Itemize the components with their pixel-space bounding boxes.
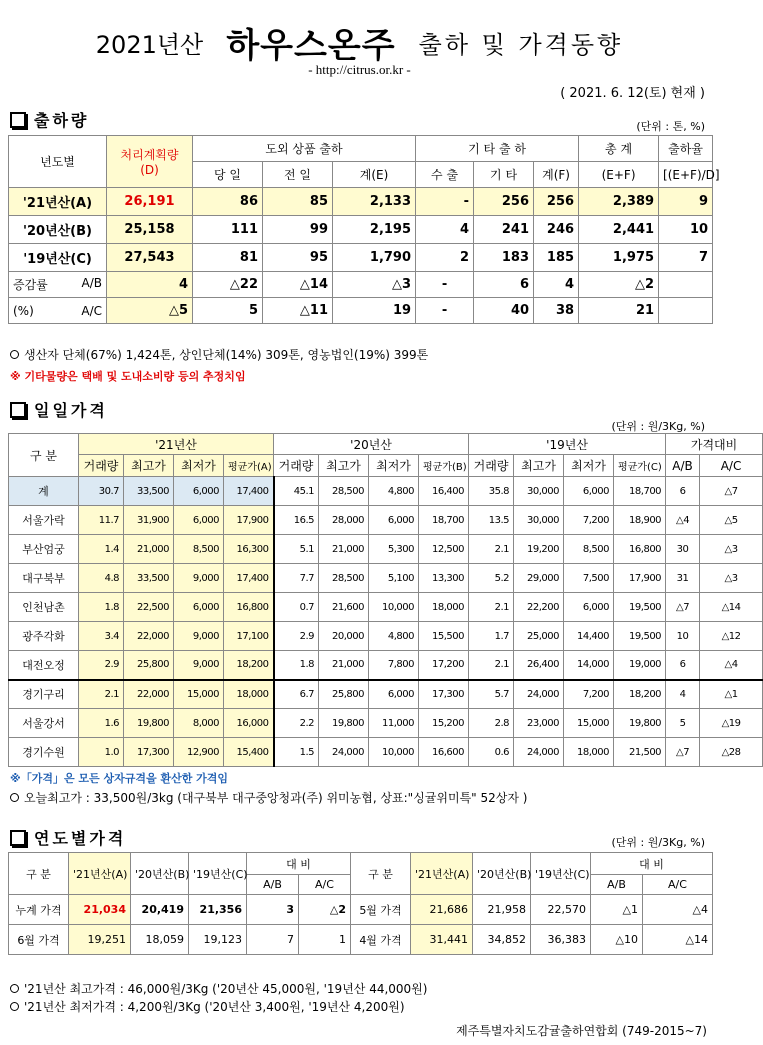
table-row: '20년산(B) 25,158 111 99 2,195 4 241 246 2,441 10: [9, 216, 713, 244]
price-cell: 16,000: [224, 709, 274, 738]
price-cell: 16,400: [419, 477, 469, 506]
price-cell: 26,400: [514, 651, 564, 680]
price-cell: 22,000: [124, 622, 174, 651]
price-cell: 21,000: [124, 535, 174, 564]
title-subtitle: 출하 및 가격동향: [418, 31, 624, 59]
price-cell: 17,400: [224, 477, 274, 506]
yearly-note-2: '21년산 최저가격 : 4,200원/3Kg ('20년산 3,400원, '19년산 4,200원): [10, 998, 405, 1015]
price-cell: 13,300: [419, 564, 469, 593]
price-cell: 6.7: [274, 680, 319, 709]
hdr-plan: 처리계획량 (D): [107, 136, 193, 188]
price-cell: 1.5: [274, 738, 319, 767]
price-cell: 21,500: [614, 738, 666, 767]
price-cell: 33,500: [124, 564, 174, 593]
price-cell: 6,000: [174, 593, 224, 622]
market-name: 서울가락: [9, 506, 79, 535]
price-cell: 6: [666, 651, 700, 680]
site-url: - http://citrus.or.kr -: [308, 62, 411, 77]
price-cell: 6,000: [564, 593, 614, 622]
price-cell: △28: [700, 738, 763, 767]
price-cell: 9,000: [174, 564, 224, 593]
title-year: 2021년산: [95, 31, 204, 59]
price-cell: 5.1: [274, 535, 319, 564]
table-row: [9, 506, 763, 535]
price-cell: 23,000: [514, 709, 564, 738]
circle-bullet-icon: [10, 350, 19, 359]
price-cell: 20,000: [319, 622, 369, 651]
price-cell: 7,500: [564, 564, 614, 593]
price-cell: 17,900: [224, 506, 274, 535]
price-cell: 7.7: [274, 564, 319, 593]
price-cell: 2.1: [469, 535, 514, 564]
market-name: 경기수원: [9, 738, 79, 767]
market-name: 대전오정: [9, 651, 79, 680]
price-cell: 10,000: [369, 738, 419, 767]
price-cell: 0.6: [469, 738, 514, 767]
price-cell: 5: [666, 709, 700, 738]
table-row: [9, 535, 763, 564]
table-row: '21년산(A) 26,191 86 85 2,133 - 256 256 2,389 9: [9, 188, 713, 216]
price-cell: 2.8: [469, 709, 514, 738]
price-cell: 24,000: [319, 738, 369, 767]
price-cell: 6,000: [369, 680, 419, 709]
price-cell: 17,400: [224, 564, 274, 593]
price-cell: 18,000: [224, 680, 274, 709]
price-cell: 12,900: [174, 738, 224, 767]
shipment-unit: (단위 : 톤, %): [636, 120, 705, 133]
price-cell: △7: [666, 593, 700, 622]
price-cell: 5,100: [369, 564, 419, 593]
price-cell: 11,000: [369, 709, 419, 738]
price-cell: 29,000: [514, 564, 564, 593]
price-cell: 28,500: [319, 564, 369, 593]
price-cell: 30.7: [79, 477, 124, 506]
price-cell: 22,200: [514, 593, 564, 622]
yearly-unit: (단위 : 원/3Kg, %): [611, 836, 705, 849]
hdr-gubun: 구 분: [9, 434, 79, 477]
market-name: 서울강서: [9, 709, 79, 738]
price-cell: 33,500: [124, 477, 174, 506]
price-cell: 45.1: [274, 477, 319, 506]
price-cell: △4: [700, 651, 763, 680]
hdr-rate: 출하율: [659, 136, 713, 162]
price-cell: 12,500: [419, 535, 469, 564]
table-row: [9, 622, 763, 651]
table-row: '19년산(C) 27,543 81 95 1,790 2 183 185 1,975 7: [9, 244, 713, 272]
price-cell: 9,000: [174, 622, 224, 651]
price-cell: 18,200: [224, 651, 274, 680]
price-cell: 6,000: [174, 506, 224, 535]
price-cell: 6: [666, 477, 700, 506]
hdr-other: 기 타 출 하: [416, 136, 579, 162]
price-cell: 18,000: [564, 738, 614, 767]
price-cell: 19,500: [614, 593, 666, 622]
price-cell: 18,000: [419, 593, 469, 622]
hdr-prev: 전 일: [263, 162, 333, 188]
hdr-rate-code: [(E+F)/D]: [659, 162, 713, 188]
table-row: [9, 651, 763, 680]
price-cell: 1.8: [79, 593, 124, 622]
price-cell: 16,600: [419, 738, 469, 767]
daily-note-1: ※「가격」은 모든 상자규격을 환산한 가격임: [10, 772, 229, 785]
price-cell: △1: [700, 680, 763, 709]
hdr-sum-e: 계(E): [333, 162, 416, 188]
daily-unit: (단위 : 원/3Kg, %): [611, 420, 705, 433]
table-row: [9, 593, 763, 622]
price-cell: 5,300: [369, 535, 419, 564]
price-cell: 8,500: [564, 535, 614, 564]
price-cell: 0.7: [274, 593, 319, 622]
price-cell: 10: [666, 622, 700, 651]
price-cell: 17,300: [124, 738, 174, 767]
price-cell: 1.0: [79, 738, 124, 767]
price-cell: 28,500: [319, 477, 369, 506]
price-cell: 4: [666, 680, 700, 709]
table-row: [9, 477, 763, 506]
price-cell: 30,000: [514, 477, 564, 506]
price-cell: 17,900: [614, 564, 666, 593]
price-cell: 25,800: [124, 651, 174, 680]
price-cell: 9,000: [174, 651, 224, 680]
price-cell: △5: [700, 506, 763, 535]
circle-bullet-icon: [10, 1002, 19, 1011]
price-cell: 19,800: [124, 709, 174, 738]
price-cell: 18,900: [614, 506, 666, 535]
hdr-today: 당 일: [193, 162, 263, 188]
price-cell: 15,200: [419, 709, 469, 738]
price-cell: 31,900: [124, 506, 174, 535]
title-main: 하우스온주: [226, 26, 396, 66]
price-cell: 2.1: [469, 651, 514, 680]
price-cell: 17,300: [419, 680, 469, 709]
price-cell: 22,000: [124, 680, 174, 709]
price-cell: 10,000: [369, 593, 419, 622]
price-cell: 17,200: [419, 651, 469, 680]
daily-price-table: 구 분 '21년산 '20년산 '19년산 가격대비 거래량 최고가 최저가 평균가(A) 거래량 최고가 최저가 평균가(B) 거래량 최고가 최저가 평균가(C) A/B A/C 계 30.7 33,500 6,000 17,400 45.1 28,500 4,800 16,400 35.8 30,000 6,000 18,700 6 △7 서울가락 11.7 31,900 6,000 17,900 16.5 28,000 6,000 18,700 13.5 30,000 7,200 18,900 △4 △5 부산엄궁 1.4 21,000 8,500 16,300 5.1 21,000 5,300 12,500 2.1 19,200 8,500 16,800 30 △3 대구북부 4.8 33,500 9,000 17,400 7.7 28,500 5,100 13,300 5.2 29,000 7,500 17,900 31 △3 인천남촌 1.8 22,500 6,000 16,800 0.7 21,600 10,000 18,000 2.1 22,200 6,000 19,500 △7 △14 광주각화 3.4 22,000 9,000 17,100 2.9 20,000 4,800 15,500 1.7 25,000 14,400 19,500 10 △12 대전오정 2.9 25,800 9,000 18,200 1.8 21,000 7,800 17,200 2.1 26,400 14,000 19,000 6 △4 경기구리 2.1 22,000 15,000 18,000 6.7 25,800 6,000 17,300 5.7 24,000 7,200 18,200 4 △1 서울강서 1.6 19,800 8,000 16,000 2.2 19,800 11,000 15,200 2.8 23,000 15,000 19,800 5 △19 경기수원 1.0 17,300 12,900 15,400 1.5 24,000 10,000 16,600 0.6 24,000 18,000 21,500 △7 △28: [8, 433, 763, 767]
table-row: 누계 가격 21,034 20,419 21,356 3 △2 5월 가격 21,686 21,958 22,570 △1 △4: [9, 895, 713, 925]
hdr-sum-f: 계(F): [534, 162, 579, 188]
price-cell: 7,200: [564, 680, 614, 709]
hdr-total: 총 계: [579, 136, 659, 162]
price-cell: 21,000: [319, 535, 369, 564]
shipment-table: [8, 135, 720, 324]
price-cell: 15,000: [174, 680, 224, 709]
footer-org: 제주특별자치도감귤출하연합회 (749-2015~7): [456, 1024, 707, 1038]
price-cell: 1.8: [274, 651, 319, 680]
yearly-price-table: 구 분 '21년산(A) '20년산(B) '19년산(C) 대 비 구 분 '21년산(A) '20년산(B) '19년산(C) 대 비 A/B A/C A/B A/C 누계 가격 21,034 20,419 21,356 3 △2 5월 가격 21,686 21,958 22,570 △1 △4 6월 가격 19,251 18,059 19,123 7 1 4월 가격 31,441 34,852 36,383 △10 △14: [8, 852, 713, 955]
market-name: 광주각화: [9, 622, 79, 651]
price-cell: △7: [666, 738, 700, 767]
price-cell: 4,800: [369, 477, 419, 506]
price-cell: 18,700: [614, 477, 666, 506]
market-name: 계: [9, 477, 79, 506]
hdr-y20: '20년산: [274, 434, 469, 455]
checkbox-square-icon: [10, 402, 26, 418]
price-cell: 11.7: [79, 506, 124, 535]
circle-bullet-icon: [10, 793, 19, 802]
price-cell: △4: [666, 506, 700, 535]
price-cell: 16,800: [224, 593, 274, 622]
price-cell: 8,000: [174, 709, 224, 738]
price-cell: △14: [700, 593, 763, 622]
price-cell: 24,000: [514, 738, 564, 767]
market-name: 부산엄궁: [9, 535, 79, 564]
price-cell: 14,400: [564, 622, 614, 651]
section-daily-title: 일일가격: [10, 398, 108, 421]
hdr-compare: 가격대비: [666, 434, 763, 455]
price-cell: 16,300: [224, 535, 274, 564]
price-cell: 2.9: [274, 622, 319, 651]
price-cell: 2.9: [79, 651, 124, 680]
price-cell: 7,800: [369, 651, 419, 680]
hdr-etc: 기 타: [474, 162, 534, 188]
price-cell: 16,800: [614, 535, 666, 564]
table-row: [9, 738, 763, 767]
market-name: 대구북부: [9, 564, 79, 593]
market-name: 경기구리: [9, 680, 79, 709]
page-title: [0, 18, 719, 67]
table-row: (%) A/C △5 5 △11 19 - 40 38 21: [9, 298, 713, 324]
hdr-y21: '21년산: [79, 434, 274, 455]
checkbox-square-icon: [10, 112, 26, 128]
as-of-date: ( 2021. 6. 12(토) 현재 ): [560, 86, 705, 101]
price-cell: 1.6: [79, 709, 124, 738]
price-cell: 15,000: [564, 709, 614, 738]
price-cell: 17,100: [224, 622, 274, 651]
price-cell: △12: [700, 622, 763, 651]
market-name: 인천남촌: [9, 593, 79, 622]
hdr-outside: 도외 상품 출하: [193, 136, 416, 162]
circle-bullet-icon: [10, 984, 19, 993]
table-row: [9, 564, 763, 593]
price-cell: 6,000: [174, 477, 224, 506]
price-cell: 30,000: [514, 506, 564, 535]
price-cell: 6,000: [369, 506, 419, 535]
price-cell: △7: [700, 477, 763, 506]
price-cell: 25,000: [514, 622, 564, 651]
price-cell: 1.4: [79, 535, 124, 564]
price-cell: 21,000: [319, 651, 369, 680]
price-cell: 14,000: [564, 651, 614, 680]
price-cell: 5.2: [469, 564, 514, 593]
price-cell: 31: [666, 564, 700, 593]
table-row: [9, 680, 763, 709]
price-cell: 8,500: [174, 535, 224, 564]
price-cell: 5.7: [469, 680, 514, 709]
price-cell: 3.4: [79, 622, 124, 651]
shipment-note-2: ※ 기타물량은 택배 및 도내소비량 등의 추정치임: [10, 370, 246, 383]
price-cell: 28,000: [319, 506, 369, 535]
price-cell: 2.2: [274, 709, 319, 738]
section-yearly-title: 연도별가격: [10, 826, 126, 849]
price-cell: 22,500: [124, 593, 174, 622]
price-cell: 35.8: [469, 477, 514, 506]
price-cell: 21,600: [319, 593, 369, 622]
price-cell: 4.8: [79, 564, 124, 593]
price-cell: 19,800: [319, 709, 369, 738]
table-row: [9, 709, 763, 738]
price-cell: 19,500: [614, 622, 666, 651]
price-cell: 19,000: [614, 651, 666, 680]
shipment-note-1: 생산자 단체(67%) 1,424톤, 상인단체(14%) 309톤, 영농법인(19%) 399톤: [10, 346, 428, 363]
price-cell: 18,200: [614, 680, 666, 709]
price-cell: 25,800: [319, 680, 369, 709]
price-cell: 16.5: [274, 506, 319, 535]
checkbox-square-icon: [10, 830, 26, 846]
price-cell: 2.1: [469, 593, 514, 622]
price-cell: 1.7: [469, 622, 514, 651]
price-cell: 2.1: [79, 680, 124, 709]
section-shipment-title: 출하량: [10, 108, 89, 131]
price-cell: △3: [700, 564, 763, 593]
hdr-y19: '19년산: [469, 434, 666, 455]
table-row: 증감률 A/B 4 △22 △14 △3 - 6 4 △2: [9, 272, 713, 298]
price-cell: 30: [666, 535, 700, 564]
hdr-export: 수 출: [416, 162, 474, 188]
yearly-note-1: '21년산 최고가격 : 46,000원/3Kg ('20년산 45,000원, '19년산 44,000원): [10, 980, 427, 997]
table-row: 6월 가격 19,251 18,059 19,123 7 1 4월 가격 31,441 34,852 36,383 △10 △14: [9, 925, 713, 955]
price-cell: △3: [700, 535, 763, 564]
price-cell: 18,700: [419, 506, 469, 535]
price-cell: 15,400: [224, 738, 274, 767]
price-cell: 7,200: [564, 506, 614, 535]
price-cell: 19,200: [514, 535, 564, 564]
price-cell: 13.5: [469, 506, 514, 535]
price-cell: 19,800: [614, 709, 666, 738]
price-cell: 24,000: [514, 680, 564, 709]
price-cell: 6,000: [564, 477, 614, 506]
daily-note-2: 오늘최고가 : 33,500원/3kg (대구북부 대구중앙청과(주) 위미농협, 상표:"싱귤위미특" 52상자 ): [10, 789, 527, 806]
price-cell: 15,500: [419, 622, 469, 651]
hdr-year: 년도별: [9, 136, 107, 188]
price-cell: 4,800: [369, 622, 419, 651]
price-cell: △19: [700, 709, 763, 738]
hdr-total-code: (E+F): [579, 162, 659, 188]
